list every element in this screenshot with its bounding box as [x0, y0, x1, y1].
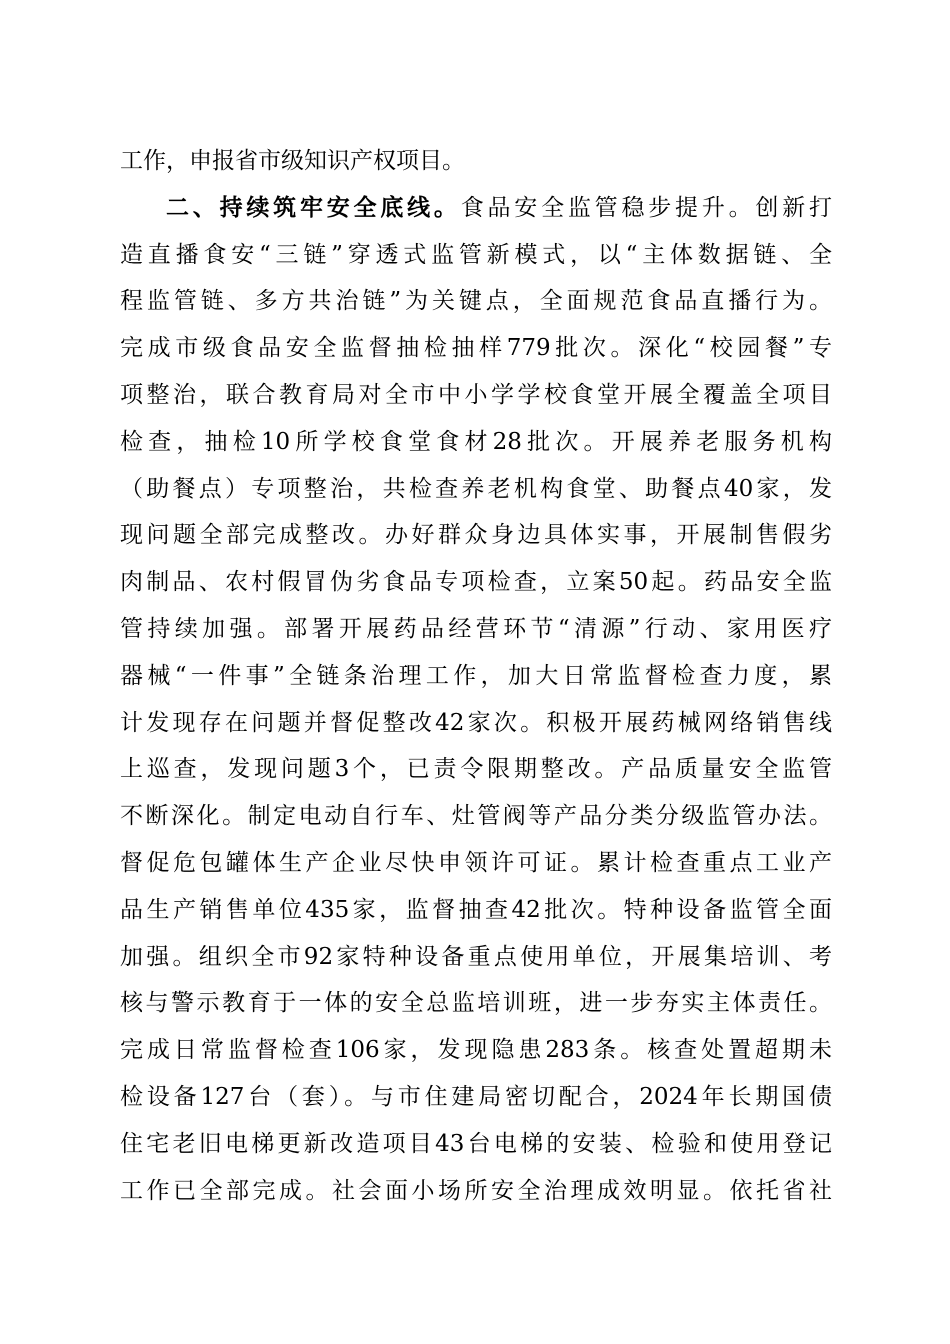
- paragraph-line: 现问题全部完成整改。办好群众身边具体实事，开展制售假劣: [120, 522, 832, 549]
- section-heading: 二、持续筑牢安全底线。: [166, 194, 461, 221]
- paragraph-line: 肉制品、农村假冒伪劣食品专项检查，立案50起。药品安全监: [120, 569, 832, 596]
- paragraph-line: 住宅老旧电梯更新改造项目43台电梯的安装、检验和使用登记: [120, 1130, 832, 1157]
- paragraph-line: 督促危包罐体生产企业尽快申领许可证。累计检查重点工业产: [120, 849, 832, 876]
- paragraph-line: 计发现存在问题并督促整改42家次。积极开展药械网络销售线: [120, 709, 832, 736]
- paragraph-line: 工作，申报省市级知识产权项目。: [120, 148, 465, 174]
- paragraph-line: 核与警示教育于一体的安全总监培训班，进一步夯实主体责任。: [120, 990, 832, 1017]
- paragraph-line: 完成日常监督检查106家，发现隐患283条。核查处置超期未: [120, 1037, 832, 1064]
- paragraph-line: 器械“一件事”全链条治理工作，加大日常监督检查力度，累: [120, 662, 832, 689]
- paragraph-line-text: 食品安全监管稳步提升。创新打: [460, 194, 833, 221]
- paragraph-line: 完成市级食品安全监督抽检抽样779批次。深化“校园餐”专: [120, 335, 832, 362]
- paragraph-line: 不断深化。制定电动自行车、灶管阀等产品分类分级监管办法。: [120, 803, 832, 830]
- paragraph-line: 加强。组织全市92家特种设备重点使用单位，开展集培训、考: [120, 943, 832, 970]
- paragraph-line: 程监管链、多方共治链”为关键点，全面规范食品直播行为。: [120, 288, 832, 315]
- document-page: [120, 138, 832, 1214]
- paragraph-line: 管持续加强。部署开展药品经营环节“清源”行动、家用医疗: [120, 615, 832, 642]
- paragraph-line: 检查，抽检10所学校食堂食材28批次。开展养老服务机构: [120, 428, 832, 455]
- paragraph-line: 上巡查，发现问题3个，已责令限期整改。产品质量安全监管: [120, 756, 832, 783]
- paragraph-line: （助餐点）专项整治，共检查养老机构食堂、助餐点40家，发: [120, 475, 832, 502]
- paragraph-line: 品生产销售单位435家，监督抽查42批次。特种设备监管全面: [120, 896, 832, 923]
- section-heading-line: [120, 185, 832, 232]
- paragraph-line: 项整治，联合教育局对全市中小学学校食堂开展全覆盖全项目: [120, 381, 832, 408]
- paragraph-line: 检设备127台（套）。与市住建局密切配合，2024年长期国债: [120, 1083, 832, 1110]
- paragraph-line: 工作已全部完成。社会面小场所安全治理成效明显。依托省社: [120, 1177, 832, 1204]
- paragraph-line: 造直播食安“三链”穿透式监管新模式，以“主体数据链、全: [120, 241, 832, 268]
